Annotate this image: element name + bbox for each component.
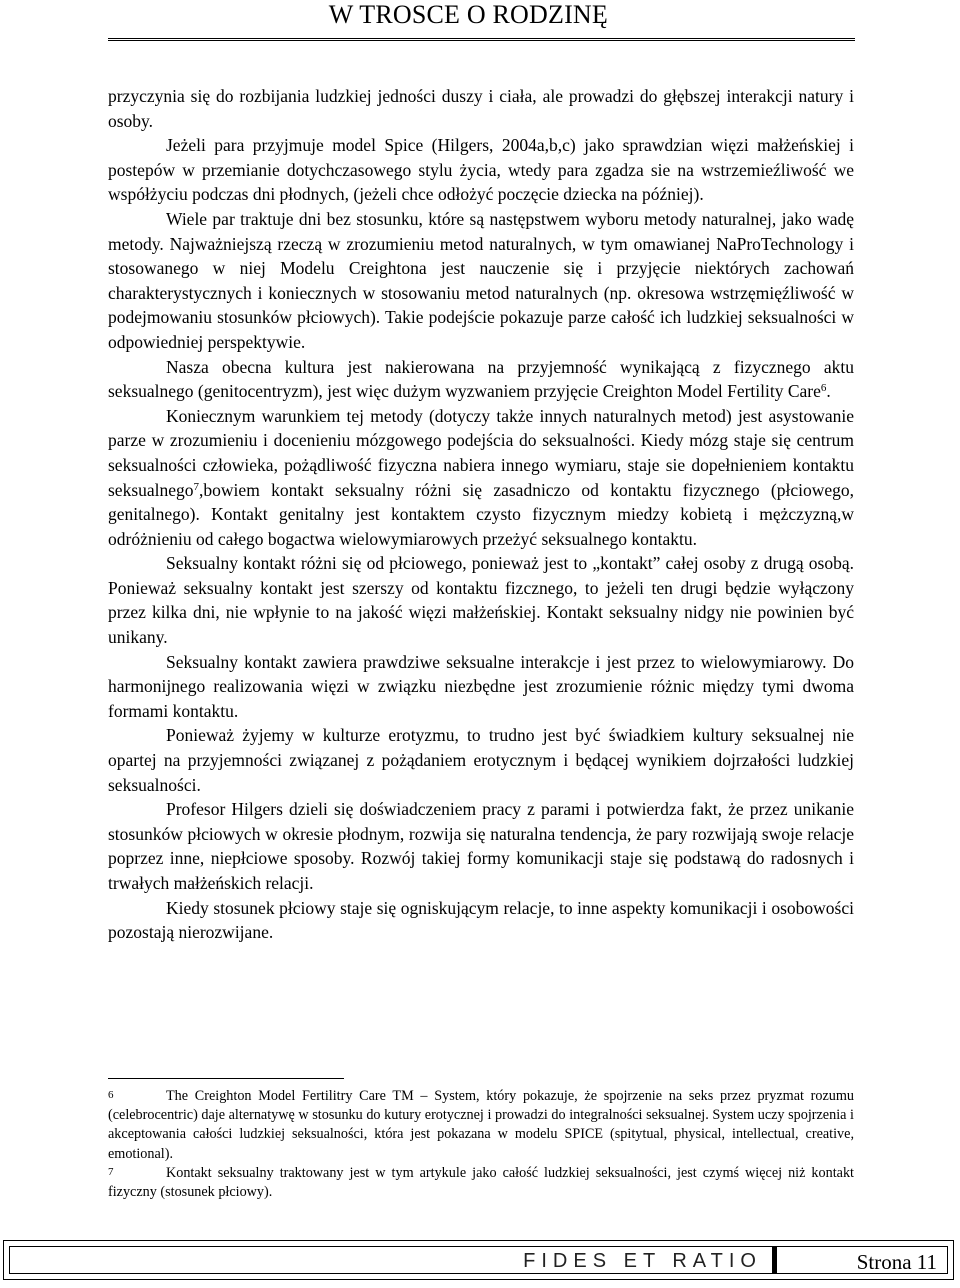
page-header-title: W TROSCE O RODZINĘ <box>328 0 608 29</box>
footnotes <box>108 1087 854 1202</box>
footer-divider <box>772 1247 777 1273</box>
paragraph: Profesor Hilgers dzieli się doświadczeniem pracy z parami i potwierdza fakt, że przez unikanie stosunków płciowych w okresie płodnym, rozwija się naturalna tendencja, że pary rozwijają swoje relacje poprzez inne, niepłciowe sposoby. Rozwój takiej formy komunikacji staje się podstawą do radosnych i trwałych małżeńskich relacji. <box>108 799 854 893</box>
footnote-separator <box>108 1078 344 1079</box>
paragraph: Seksualny kontakt różni się od płciowego, ponieważ jest to „kontakt” całej osoby z drugą osobą. Ponieważ seksualny kontakt jest szerszy od kontaktu fizcznego, to jeżeli ten drugi będzie wyłączony przez kilka dni, nie wpłynie to na jakość więzi małżeńskiej. Kontakt seksualny nidgy nie powinien być unikany. <box>108 553 854 648</box>
paragraph: Nasza obecna kultura jest nakierowana na przyjemność wynikającą z fizycznego aktu seksualnego (genitocentryzm), jest więc dużym wyzwaniem przyjęcie Creighton Model Fertility Care$^6$. <box>108 356 854 402</box>
footnote-7: 7 Kontakt seksualny traktowany jest w tym artykule jako całość ludzkiej seksualności, jest czymś więcej niż kontakt fizyczny (stosunek płciowy). <box>108 1164 854 1201</box>
paragraph: Ponieważ żyjemy w kulturze erotyzmu, to trudno jest być świadkiem kultury seksualnej nie opartej na przyjemności związanej z pożądaniem erotycznym i będącej wynikiem dojrzałości ludzkiej seksualności. <box>108 725 854 795</box>
page-footer <box>3 1240 954 1280</box>
header-rule <box>108 38 855 41</box>
footnote-ref-7[interactable]: 7 <box>193 480 200 493</box>
footnote-6: 6 The Creighton Model Fertilitry Care TM – System, który pokazuje, że spojrzenie na seks przez pryzmat rozumu (celebrocentric) daje alternatywę w stosunku do kutury erotycznej i prowadzi do integralności seksualnej. System uczy spojrzenia i akceptowania całości ludzkiej seksualności, która jest pokazana w modelu SPICE (spitytual, physical, intellectual, creative, emotional). <box>108 1088 854 1162</box>
article-body <box>108 84 854 945</box>
footnote-number: 7 <box>108 1165 114 1178</box>
footnote-number: 6 <box>108 1089 114 1101</box>
footnote-ref-6[interactable]: 6 <box>820 382 827 395</box>
paragraph: Koniecznym warunkiem tej metody (dotyczy także innych naturalnych metod) jest asystowanie parze w zrozumieniu i docenieniu mózgowego podejścia do seksualności. Kiedy mózg staje się centrum seksualności człowieka, pożądliwość fizyczna nabiera innego wymiaru, staje sie dopełnieniem kontaktu seksualnego$^7$,bowiem kontakt seksualny różni się zasadniczo od kontaktu fizycznego (płciowego, genitalnego). Kontakt genitalny jest kontaktem czysto fizycznym miedzy kobietą i mężczyzną,w odróżnieniu od całego bogactwa wielowymiarowych przeżyć seksualnego kontaktu. <box>108 405 854 549</box>
paragraph: Wiele par traktuje dni bez stosunku, które są następstwem wyboru metody naturalnej, jako wadę metody. Najważniejszą rzeczą w zrozumieniu metod naturalnych, w tym omawianej NaProTechnology i stosowanego w niej Modelu Creightona jest nauczenie się i przyjęcie niektórych zachowań charakterystycznych i koniecznych w stosowaniu metod naturalnych (np. okresowa wstrzęmięźliwość w podejmowaniu stosunków płciowych). Takie podejście pokazuje parze całość ich ludzkiej seksualności w odpowiedniej perspektywie. <box>108 208 854 352</box>
footer-brand: FIDES ET RATIO <box>523 1250 762 1272</box>
paragraph: Jeżeli para przyjmuje model Spice (Hilgers, 2004a,b,c) jako sprawdzian więzi małżeńskiej i postepów w przemianie dotychczasowego stylu życia, wtedy para zgadza sie na wstrzemieźliwość we współżyciu podczas dni płodnych, (jeżeli chce odłożyć poczęcie dziecka na później). <box>108 135 854 205</box>
paragraph: przyczynia się do rozbijania ludzkiej jedności duszy i ciała, ale prowadzi do głębszej interakcji natury i osoby. <box>108 86 854 131</box>
footer-frame <box>9 1246 948 1274</box>
paragraph: Kiedy stosunek płciowy staje się ogniskującym relacje, to inne aspekty komunikacji i osobowości pozostają nierozwijane. <box>108 897 854 943</box>
page-number: Strona 11 <box>856 1250 937 1274</box>
paragraph: Seksualny kontakt zawiera prawdziwe seksualne interakcje i jest przez to wielowymiarowy. Do harmonijnego realizowania więzi w związku niezbędne jest zrozumienie różnic między tymi dwoma formami kontaktu. <box>108 651 854 721</box>
